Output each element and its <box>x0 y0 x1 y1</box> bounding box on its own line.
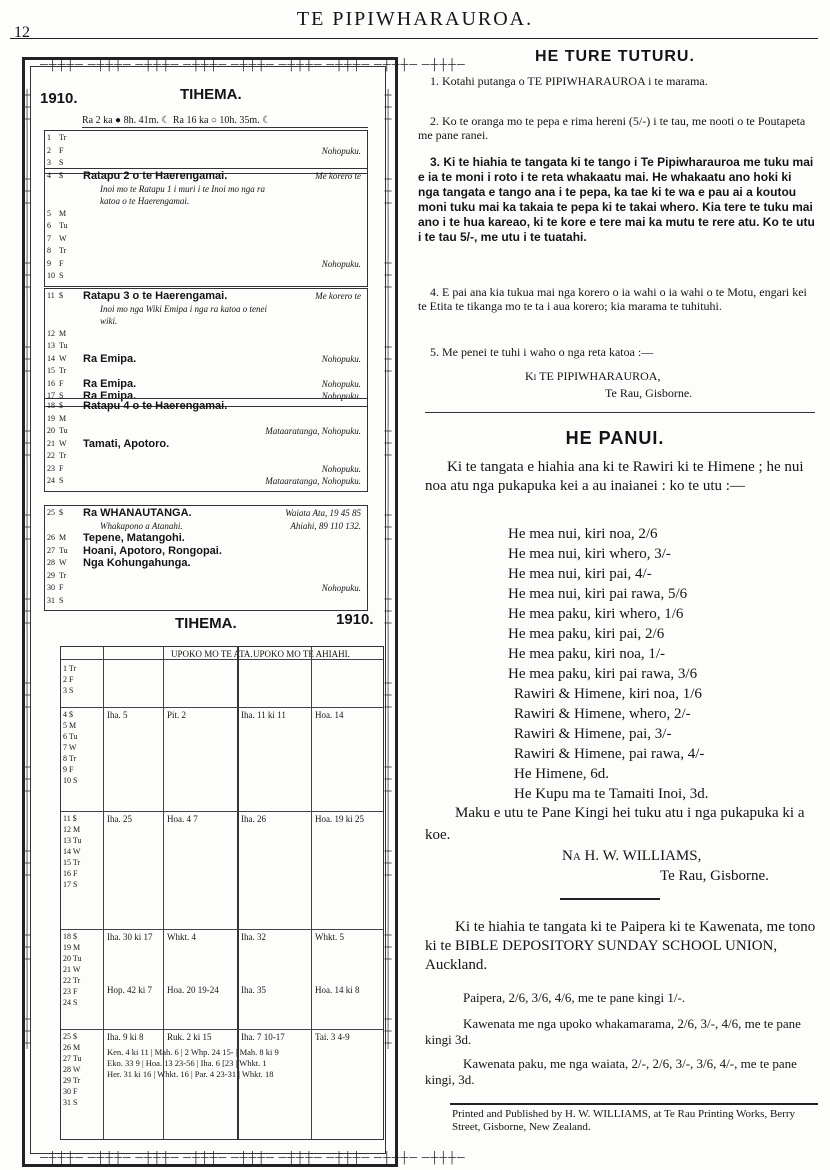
lesson-cell: Iha. 30 ki 17 <box>107 932 153 942</box>
day-number: 27 <box>47 545 55 555</box>
lesson-cell: Tai. 3 4-9 <box>315 1032 350 1042</box>
lesson-cell: Whkt. 4 <box>167 932 196 942</box>
day-number: 25 <box>47 508 55 517</box>
lesson-cell: Whkt. 5 <box>315 932 344 942</box>
day-number: 4 <box>47 171 51 180</box>
weekday-letter: Tr <box>59 366 67 375</box>
day-note: Nohopuku. <box>321 258 361 269</box>
table-day: 15 Tr <box>63 858 81 867</box>
weekday-letter: W <box>59 438 67 448</box>
day-note: Nohopuku. <box>321 353 361 364</box>
ture-title: HE TURE TUTURU. <box>535 48 695 65</box>
day-number: 28 <box>47 558 55 567</box>
table-day: 13 Tu <box>63 836 82 845</box>
weekday-letter: S <box>59 271 64 280</box>
day-note: Nohopuku. <box>321 391 361 401</box>
price-list-item: He mea paku, kiri whero, 1/6 <box>508 606 684 622</box>
ornament-bottom: ─┼┼┼─ ─┼┼┼─ ─┼┼┼─ ─┼┼┼─ ─┼┼┼─ ─┼┼┼─ ─┼┼┼─ ─┼┼┼─ ─┼┼┼─ <box>40 1152 466 1164</box>
table-day: 29 Tr <box>63 1076 81 1085</box>
event-note: katoa o te Haerengamai. <box>100 196 190 206</box>
lesson-cell: Iha. 9 ki 8 <box>107 1032 144 1042</box>
calendar-week-block <box>44 288 368 407</box>
day-note: Waiata Ata, 19 45 85 <box>285 508 361 518</box>
day-number: 6 <box>47 221 51 230</box>
price-list-item: Rawiri & Himene, kiri noa, 1/6 <box>514 686 702 702</box>
panui-sign-name: Na H. W. WILLIAMS, <box>562 848 702 864</box>
lesson-cell: Hoa. 14 <box>315 710 344 720</box>
lesson-cell-extra: Hoa. 20 19-24 <box>167 985 219 995</box>
table-day: 19 M <box>63 943 81 952</box>
day-event: Tamati, Apotoro. <box>83 437 170 450</box>
header-morning: UPOKO MO TE ATA. <box>171 649 253 659</box>
panui-title: HE PANUI. <box>565 428 665 448</box>
paipera-line-3: Kawenata paku, me nga waiata, 2/-, 2/6, 3/-, 3/6, 4/-, me te pane kingi, 3d. <box>425 1056 797 1087</box>
day-number: 9 <box>47 258 51 268</box>
calendar-week-block <box>44 168 368 287</box>
panui-closing: Maku e utu te Pane Kingi hei tuku atu i nga pukapuka ki a koe. <box>425 805 805 843</box>
lesson-line: Eko. 33 9 | Hoa. 13 23-56 | Iha. 6 [23 | Whkt. 1 <box>107 1058 267 1068</box>
event-note: Inoi mo nga Wiki Emipa i nga ra katoa o tenei <box>100 303 267 314</box>
lesson-cell: Iha. 11 ki 11 <box>241 710 286 720</box>
panui-intro: Ki te tangata e hiahia ana ki te Rawiri ki te Himene ; he nui noa atu nga pukapuka kei a au inaianei : ko te utu :— <box>425 459 804 494</box>
header-evening: UPOKO MO TE AHIAHI. <box>253 649 350 659</box>
ornament-top: ─┼┼┼─ ─┼┼┼─ ─┼┼┼─ ─┼┼┼─ ─┼┼┼─ ─┼┼┼─ ─┼┼┼─ ─┼┼┼─ ─┼┼┼─ <box>40 59 466 71</box>
table-day: 12 M <box>63 825 81 834</box>
table-day: 7 W <box>63 743 77 752</box>
weekday-letter: W <box>59 233 67 243</box>
day-number: 13 <box>47 341 55 350</box>
price-list-item: He mea nui, kiri pai rawa, 5/6 <box>508 586 688 602</box>
day-number: 26 <box>47 533 55 542</box>
day-note: Nohopuku. <box>321 463 361 474</box>
table-day: 16 F <box>63 869 78 878</box>
decorative-rule <box>560 898 660 900</box>
lesson-cell-extra: Hoa. 14 ki 8 <box>315 985 360 995</box>
day-event: Ra WHANAUTANGA. <box>83 507 192 519</box>
weekday-letter: $ <box>59 171 63 180</box>
weekday-letter: Tu <box>59 341 68 350</box>
weekday-letter: F <box>59 378 64 388</box>
lesson-cell: Iha. 7 10-17 <box>241 1032 285 1042</box>
table-day: 20 Tu <box>63 954 82 963</box>
day-number: 2 <box>47 145 51 155</box>
weekday-letter: M <box>59 208 67 218</box>
lesson-cell: Hoa. 19 ki 25 <box>315 814 364 824</box>
paipera-intro: Ki te hiahia te tangata ki te Paipera ki te Kawenata, me tono ki te BIBLE DEPOSITORY SUNDAY SCHOOL UNION, Auckland. <box>425 919 816 973</box>
day-number: 5 <box>47 208 51 218</box>
lesson-cell-extra: Iha. 35 <box>241 985 266 995</box>
ture-address-1: Ki TE PIPIWHARAUROA, <box>525 369 661 383</box>
day-event: Ratapu 4 o te Haerengamai. <box>83 400 228 412</box>
price-list-item: He mea paku, kiri pai, 2/6 <box>508 626 665 642</box>
price-list-item: He Kupu ma te Tamaiti Inoi, 3d. <box>514 786 709 802</box>
weekday-letter: $ <box>59 291 63 300</box>
price-list-item: He mea nui, kiri noa, 2/6 <box>508 526 658 542</box>
lesson-cell: Iha. 26 <box>241 814 266 824</box>
weekday-letter: M <box>59 328 67 338</box>
weekday-letter: Tu <box>59 221 68 230</box>
calendar-week-block <box>44 130 368 174</box>
price-list-item: He mea paku, kiri noa, 1/- <box>508 646 666 662</box>
day-number: 21 <box>47 438 55 448</box>
table-day: 17 S <box>63 880 78 889</box>
event-note: Inoi mo te Ratapu 1 i muri i te Inoi mo nga ra <box>100 183 265 194</box>
day-note: Ahiahi, 89 110 132. <box>290 520 361 531</box>
table-day: 31 S <box>63 1098 78 1107</box>
table-day: 14 W <box>63 847 81 856</box>
weekday-letter: S <box>59 158 64 167</box>
lesson-cell: Iha. 25 <box>107 814 132 824</box>
table-day: 11 $ <box>63 814 77 823</box>
masthead-title: TE PIPIWHARAUROA. <box>296 8 534 30</box>
paipera-line-2: Kawenata me nga upoko whakamarama, 2/6, 3/-, 4/6, me te pane kingi 3d. <box>425 1016 801 1047</box>
weekday-letter: S <box>59 391 64 400</box>
weekday-letter: Tr <box>59 246 67 255</box>
table-day: 27 Tu <box>63 1054 82 1063</box>
table-day: 5 M <box>63 721 77 730</box>
footer-rule <box>450 1103 818 1105</box>
calendar-week-block <box>44 398 368 492</box>
calendar-year: 1910. <box>40 90 78 107</box>
event-note: wiki. <box>100 316 118 326</box>
weekday-letter: $ <box>59 401 63 410</box>
price-list-item: Rawiri & Himene, whero, 2/- <box>514 706 691 722</box>
price-list-item: He Himene, 6d. <box>514 766 609 782</box>
day-number: 10 <box>47 271 55 280</box>
moon-phases: Ra 2 ka ● 8h. 41m. ☾ Ra 16 ka ○ 10h. 35m. ☾ <box>82 115 368 128</box>
table-day: 2 F <box>63 675 74 684</box>
day-number: 18 <box>47 401 55 410</box>
weekday-letter: Tu <box>59 545 68 555</box>
weekday-letter: F <box>59 258 64 268</box>
price-list-item: He mea paku, kiri pai rawa, 3/6 <box>508 666 698 682</box>
day-number: 30 <box>47 583 55 592</box>
lesson-cell: Hoa. 4 7 <box>167 814 198 824</box>
day-number: 29 <box>47 570 55 580</box>
day-number: 14 <box>47 353 55 363</box>
lesson-line: Her. 31 ki 16 | Whkt. 16 | Par. 4 23-31 | Whkt. 18 <box>107 1069 274 1079</box>
weekday-letter: S <box>59 476 64 485</box>
table-day: 24 S <box>63 998 78 1007</box>
ture-rule-2: 2. Ko te oranga mo te pepa e rima hereni (5/-) i te tau, me nooti o te Poutapeta me pane ranei. <box>418 114 806 142</box>
day-number: 15 <box>47 366 55 375</box>
header-rule <box>10 38 818 39</box>
weekday-letter: M <box>59 413 67 423</box>
calendar-week-block <box>44 505 368 611</box>
ture-address-2: Te Rau, Gisborne. <box>605 386 693 400</box>
table-day: 21 W <box>63 965 81 974</box>
price-list-item: Rawiri & Himene, pai rawa, 4/- <box>514 746 705 762</box>
day-event: Ra Emipa. <box>83 390 137 402</box>
ture-rule-3: 3. Ki te hiahia te tangata ki te tango i Te Pipiwharauroa me tuku mai e ia te moni i roto i te reta whakaatu mai. He whakaatu ano hoki ki nga tangata e tango ana i te pepa, ka tae ki te wa e pau ai a koutou moni tuku mai ka takaia te pepa ki te takai whero. Kia tere te tuku mai ano i te hua kareao, ki te kore e tere mai ka mutu te rere atu. Ko te utu i te tau 5/-, me utu i te tuatahi. <box>418 155 815 244</box>
day-number: 23 <box>47 463 55 473</box>
day-note: Me korero te <box>315 171 361 181</box>
day-number: 1 <box>47 133 51 142</box>
day-number: 16 <box>47 378 55 388</box>
table-day: 25 $ <box>63 1032 77 1041</box>
table-day: 30 F <box>63 1087 78 1096</box>
day-event: Hoani, Apotoro, Rongopai. <box>83 544 222 557</box>
table-day: 1 Tr <box>63 664 77 673</box>
lesson-cell: Iha. 32 <box>241 932 266 942</box>
table-year: 1910. <box>336 611 374 628</box>
day-number: 3 <box>47 158 51 167</box>
panui-sign-place: Te Rau, Gisborne. <box>660 868 769 884</box>
price-list-item: He mea nui, kiri pai, 4/- <box>508 566 652 582</box>
table-day: 10 S <box>63 776 78 785</box>
day-note: Nohopuku. <box>321 583 361 593</box>
price-list-item: He mea nui, kiri whero, 3/- <box>508 546 671 562</box>
day-event: Ratapu 2 o te Haerengamai. <box>83 170 228 182</box>
table-day: 3 S <box>63 686 74 695</box>
day-number: 11 <box>47 291 55 300</box>
day-note: Mataaratanga, Nohopuku. <box>265 476 361 486</box>
day-note: Nohopuku. <box>321 145 361 156</box>
table-day: 28 W <box>63 1065 81 1074</box>
weekday-letter: Tr <box>59 133 67 142</box>
table-day: 4 $ <box>63 710 73 719</box>
day-number: 22 <box>47 451 55 460</box>
day-number: 31 <box>47 595 55 605</box>
day-number: 17 <box>47 391 55 400</box>
weekday-letter: Tr <box>59 570 67 580</box>
lessons-table <box>60 646 384 1140</box>
weekday-letter: W <box>59 353 67 363</box>
ture-rule-4: 4. E pai ana kia tukua mai nga korero o ia wahi o ia wahi o te Motu, engari kei te Etita te tikanga mo te ta i aua korero; kia marama te tuhituhi. <box>418 285 807 313</box>
day-event: Ra Emipa. <box>83 352 137 365</box>
weekday-letter: S <box>59 595 64 605</box>
calendar-month: TIHEMA. <box>180 86 242 103</box>
day-note: Me korero te <box>315 291 361 301</box>
day-number: 20 <box>47 426 55 435</box>
lesson-cell: Ruk. 2 ki 15 <box>167 1032 212 1042</box>
weekday-letter: Tu <box>59 426 68 435</box>
ture-rule-1: 1. Kotahi putanga o TE PIPIWHARAUROA i te marama. <box>430 74 708 88</box>
weekday-letter: F <box>59 583 64 592</box>
table-day: 23 F <box>63 987 78 996</box>
page-number: 12 <box>14 24 30 41</box>
ornament-left: ┼ ┼ ┼ │ │ │ │ ┼ ┼ ┼ │ │ │ │ ┼ ┼ ┼ │ │ │ │ ┼ ┼ ┼ │ │ │ │ ┼ ┼ ┼ │ │ │ │ ┼ ┼ ┼ │ │ │ │ ┼ ┼ ┼ │ │ │ │ ┼ ┼ ┼ │ │ │ │ ┼ ┼ ┼ │ │ │ │ ┼ ┼ ┼ │ │ │ │ ┼ ┼ ┼ │ │ │ │ ┼ ┼ ┼ <box>23 90 31 1049</box>
price-list <box>508 524 708 804</box>
price-list-item: Rawiri & Himene, pai, 3/- <box>514 726 672 742</box>
ornament-right: ┼ ┼ ┼ │ │ │ │ ┼ ┼ ┼ │ │ │ │ ┼ ┼ ┼ │ │ │ │ ┼ ┼ ┼ │ │ │ │ ┼ ┼ ┼ │ │ │ │ ┼ ┼ ┼ │ │ │ │ ┼ ┼ ┼ │ │ │ │ ┼ ┼ ┼ │ │ │ │ ┼ ┼ ┼ │ │ │ │ ┼ ┼ ┼ │ │ │ │ ┼ ┼ ┼ │ │ │ │ ┼ ┼ ┼ <box>384 90 392 1049</box>
event-note: Whakapono a Atanahi. <box>100 520 183 531</box>
section-rule <box>425 412 815 413</box>
day-event: Nga Kohungahunga. <box>83 557 191 569</box>
table-day: 26 M <box>63 1043 81 1052</box>
day-event: Tepene, Matangohi. <box>83 532 185 544</box>
ture-rule-5: 5. Me penei te tuhi i waho o nga reta katoa :— <box>430 345 654 359</box>
weekday-letter: M <box>59 533 67 542</box>
day-number: 8 <box>47 246 51 255</box>
table-day: 18 $ <box>63 932 77 941</box>
table-month: TIHEMA. <box>175 615 237 632</box>
day-note: Mataaratanga, Nohopuku. <box>265 426 361 436</box>
table-day: 9 F <box>63 765 74 774</box>
day-event: Ratapu 3 o te Haerengamai. <box>83 290 228 302</box>
weekday-letter: Tr <box>59 451 67 460</box>
day-number: 19 <box>47 413 55 423</box>
weekday-letter: W <box>59 558 67 567</box>
lesson-cell-extra: Hop. 42 ki 7 <box>107 985 152 995</box>
day-number: 24 <box>47 476 55 485</box>
table-day: 22 Tr <box>63 976 81 985</box>
paipera-line-1: Paipera, 2/6, 3/6, 4/6, me te pane kingi 1/-. <box>463 990 686 1005</box>
weekday-letter: $ <box>59 508 63 517</box>
lesson-cell: Pit. 2 <box>167 710 187 720</box>
weekday-letter: F <box>59 145 64 155</box>
weekday-letter: F <box>59 463 64 473</box>
day-note: Nohopuku. <box>321 378 361 389</box>
imprint: Printed and Published by H. W. WILLIAMS, at Te Rau Printing Works, Berry Street, Gisborne, New Zealand. <box>452 1108 795 1133</box>
table-day: 6 Tu <box>63 732 78 741</box>
day-number: 12 <box>47 328 55 338</box>
day-event: Ra Emipa. <box>83 377 137 390</box>
lesson-line: Ken. 4 ki 11 | Mah. 6 | 2 Whp. 24 15- | Mah. 8 ki 9 <box>107 1047 279 1057</box>
table-day: 8 Tr <box>63 754 77 763</box>
day-number: 7 <box>47 233 51 243</box>
lesson-cell: Iha. 5 <box>107 710 128 720</box>
